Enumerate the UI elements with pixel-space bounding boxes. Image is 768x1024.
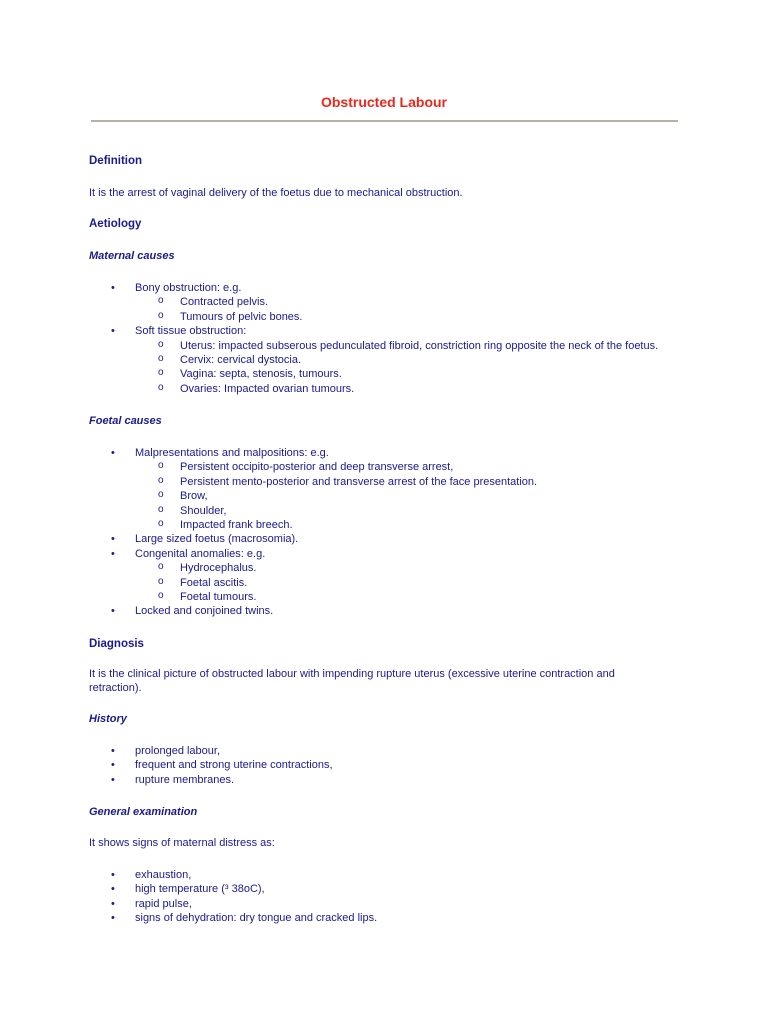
sub-list-item: o Hydrocephalus. <box>89 561 537 575</box>
sub-list-item: o Ovaries: Impacted ovarian tumours. <box>89 382 658 396</box>
sub-list-item: o Persistent occipito-posterior and deep transverse arrest, <box>89 460 537 474</box>
diagnosis-heading: Diagnosis <box>89 638 144 650</box>
sub-list-item: o Cervix: cervical dystocia. <box>89 353 658 367</box>
sub-list-item: o Vagina: septa, stenosis, tumours. <box>89 367 658 381</box>
horizontal-rule <box>91 120 678 122</box>
general-examination-heading: General examination <box>89 806 198 818</box>
history-heading: History <box>89 713 127 725</box>
sub-list-item: o Tumours of pelvic bones. <box>89 310 658 324</box>
sub-list-item: o Shoulder, <box>89 504 537 518</box>
general-examination-list <box>89 868 377 926</box>
list-item: • Congenital anomalies: e.g. o Hydrocephalus. o Foetal ascitis. o Foetal tumours. <box>89 547 537 605</box>
diagnosis-text: It is the clinical picture of obstructed labour with impending rupture uterus (excessive uterine contraction and retraction). <box>89 668 615 694</box>
list-item: • Locked and conjoined twins. <box>89 604 537 618</box>
maternal-causes-heading: Maternal causes <box>89 250 175 262</box>
sub-list-item: o Brow, <box>89 489 537 503</box>
sub-list-item: o Foetal tumours. <box>89 590 537 604</box>
maternal-causes-list <box>89 281 658 396</box>
list-item: • exhaustion, <box>89 868 377 882</box>
list-item: • rupture membranes. <box>89 773 333 787</box>
sub-list-item: o Impacted frank breech. <box>89 518 537 532</box>
list-item: • Soft tissue obstruction: o Uterus: impacted subserous pedunculated fibroid, constriction ring opposite the neck of the foetus. o Cervix: cervical dystocia. o Vagina: septa, stenosis, tumours. o Ovaries: Impacted ovarian tumours. <box>89 324 658 396</box>
list-item: • prolonged labour, <box>89 744 333 758</box>
sub-list-item: o Persistent mento-posterior and transverse arrest of the face presentation. <box>89 475 537 489</box>
foetal-causes-list <box>89 446 537 619</box>
list-item: • Malpresentations and malpositions: e.g. o Persistent occipito-posterior and deep transverse arrest, o Persistent mento-posterior and transverse arrest of the face presentation. o Brow, o Shoulder, o Impacted frank breech. <box>89 446 537 532</box>
aetiology-heading: Aetiology <box>89 218 142 230</box>
history-list <box>89 744 333 787</box>
sub-list-item: o Contracted pelvis. <box>89 295 658 309</box>
list-item: • high temperature (³ 38oC), <box>89 882 377 896</box>
foetal-causes-heading: Foetal causes <box>89 415 162 427</box>
list-item: • signs of dehydration: dry tongue and cracked lips. <box>89 911 377 925</box>
list-item: • rapid pulse, <box>89 897 377 911</box>
definition-heading: Definition <box>89 155 143 167</box>
definition-text: It is the arrest of vaginal delivery of the foetus due to mechanical obstruction. <box>89 187 463 199</box>
list-item: • Bony obstruction: e.g. o Contracted pelvis. o Tumours of pelvic bones. <box>89 281 658 324</box>
sub-list-item: o Foetal ascitis. <box>89 576 537 590</box>
list-item: • frequent and strong uterine contractions, <box>89 758 333 772</box>
page-title: Obstructed Labour <box>320 94 447 110</box>
general-examination-intro: It shows signs of maternal distress as: <box>89 837 275 849</box>
list-item: • Large sized foetus (macrosomia). <box>89 532 537 546</box>
sub-list-item: o Uterus: impacted subserous pedunculated fibroid, constriction ring opposite the neck of the foetus. <box>89 339 658 353</box>
